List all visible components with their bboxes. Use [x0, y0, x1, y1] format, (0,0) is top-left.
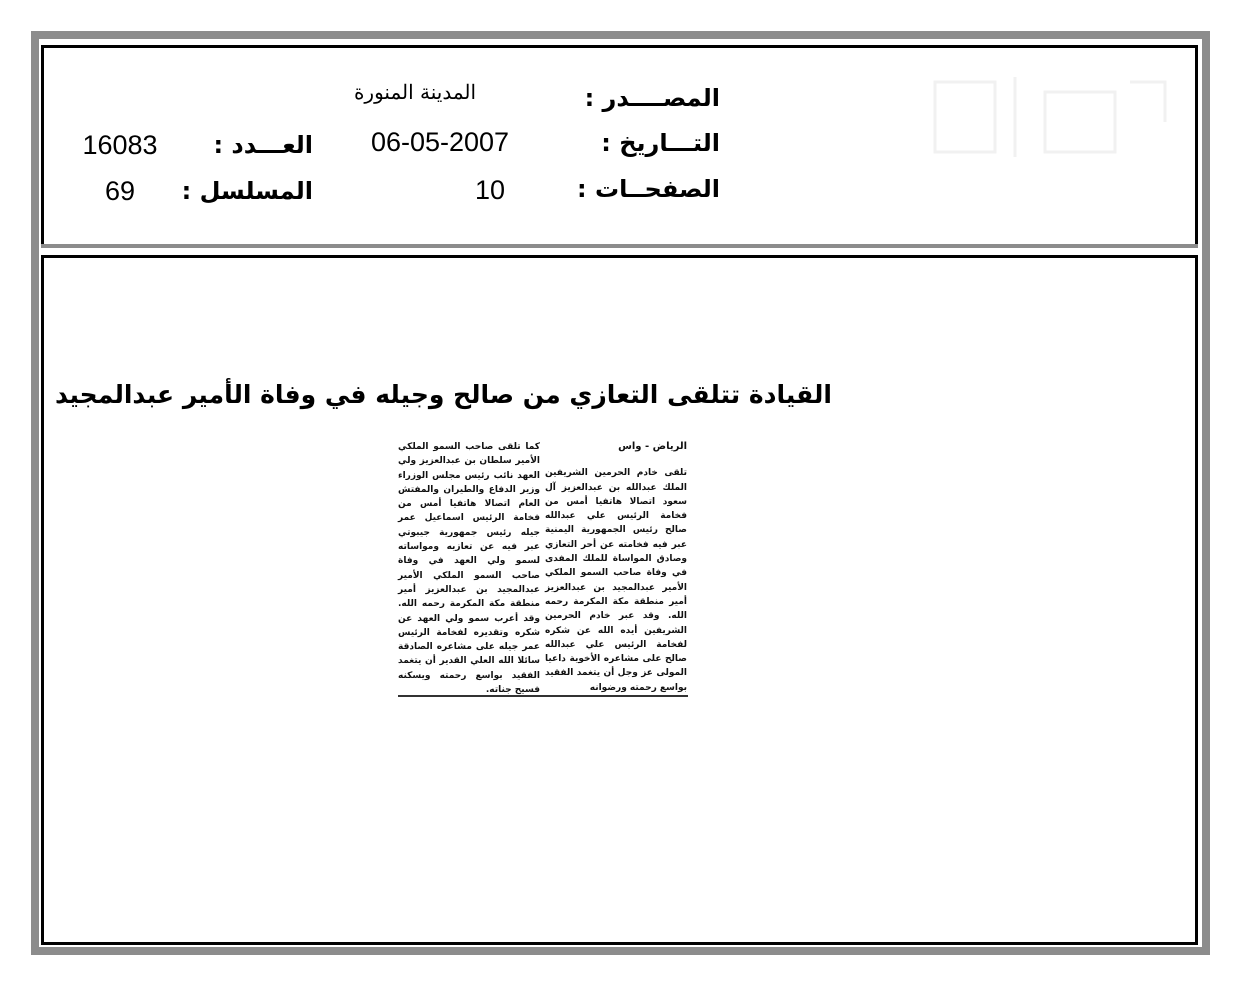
article-dateline: الرياض - واس: [618, 441, 687, 452]
serial-label: المسلسل :: [181, 177, 313, 205]
issue-label: العـــدد :: [213, 131, 313, 159]
header-separator: [41, 244, 1198, 248]
article-column-text: كما تلقى صاحب السمو الملكي الأمير سلطان بن عبدالعزيز ولي العهد نائب رئيس مجلس الوزراء وزير الدفاع والطيران والمفتش العام اتصالا هاتفيا أمس من فخامة الرئيس اسماعيل عمر جيله رئيس جمهورية جيبوتي عبر فيه عن تعازيه ومواساته لسمو ولي العهد في وفاة صاحب السمو الملكي الأمير عبدالمجيد بن عبدالعزيز أمير منطقة مكة المكرمة رحمه الله. وقد أعرب سمو ولي العهد عن شكره وتقديره لفخامة الرئيس عمر جيله على مشاعره الصادقة سائلا الله العلي القدير أن يتغمد الفقيد بواسع رحمته ويسكنه فسيح جناته.: [398, 442, 540, 696]
pages-value: 10: [474, 175, 506, 205]
article-bottom-rule: [398, 695, 688, 697]
watermark-logo: [915, 62, 1175, 172]
date-value: 06-05-2007: [370, 127, 510, 157]
article-column-right: [545, 440, 687, 693]
source-value: المدينة المنورة: [353, 80, 477, 104]
serial-value: 69: [104, 176, 136, 206]
article-column-left: [398, 440, 540, 696]
date-label: التـــاريخ :: [601, 129, 720, 157]
article-headline: القيادة تتلقى التعازي من صالح وجيله في وفاة الأمير عبدالمجيد: [55, 380, 832, 409]
issue-value: 16083: [82, 130, 158, 160]
pages-label: الصفحــات :: [577, 175, 720, 203]
article-column-text: تلقى خادم الحرمين الشريفين الملك عبدالله بن عبدالعزيز آل سعود اتصالا هاتفيا أمس من فخامة الرئيس علي عبدالله صالح رئيس الجمهورية اليمنية عبر فيه فخامته عن أحر التعازي وصادق المواساة للملك المفدى في وفاة صاحب السمو الملكي الأمير عبدالمجيد بن عبدالعزيز أمير منطقة مكة المكرمة رحمه الله. وقد عبر خادم الحرمين الشريفين أيده الله عن شكره لفخامة الرئيس علي عبدالله صالح على مشاعره الأخوية داعيا المولى عز وجل أن يتغمد الفقيد بواسع رحمته ورضوانه: [545, 468, 687, 693]
source-label: المصــــدر :: [584, 84, 720, 112]
